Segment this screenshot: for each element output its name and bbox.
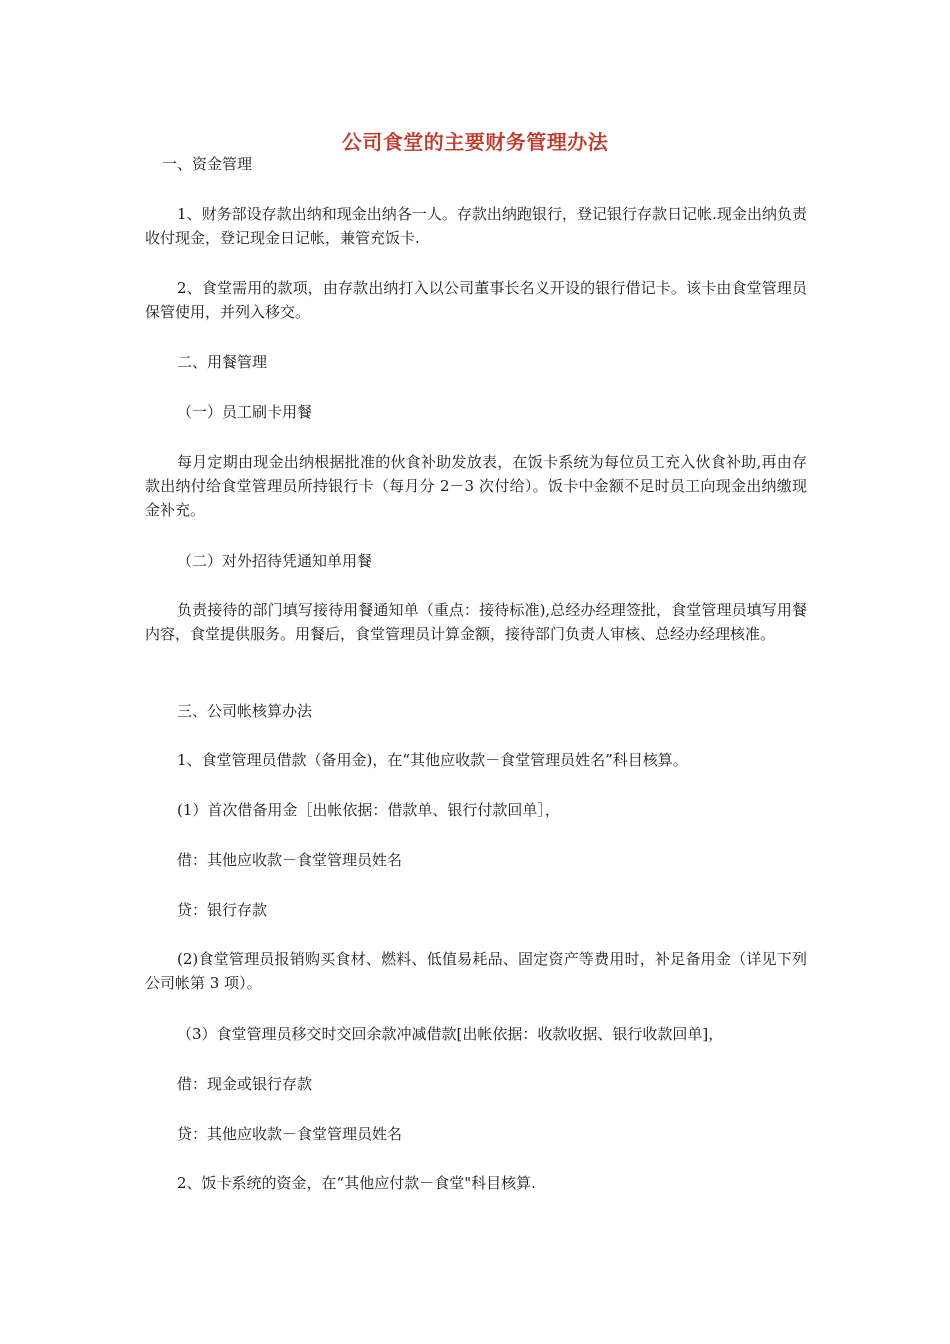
- paragraph-cashier-roles: 1、财务部设存款出纳和现金出纳各一人。存款出纳跑银行，登记银行存款日记帐.现金出纳负责收付现金，登记现金日记帐，兼管充饭卡.: [145, 205, 807, 247]
- paragraph-first-advance: (1）首次借备用金［出帐依据：借款单、银行付款回单］，: [177, 801, 560, 819]
- subheading-card-dining: （一）员工刷卡用餐: [177, 403, 313, 421]
- entry-credit-receivable: 贷：其他应收款－食堂管理员姓名: [177, 1125, 403, 1143]
- paragraph-reception-process: 负责接待的部门填写接待用餐通知单（重点：接待标准),总经办经理签批，食堂管理员填写用餐内容，食堂提供服务。用餐后，食堂管理员计算金额，接待部门负责人审核、总经办经理核准。: [145, 601, 807, 643]
- paragraph-bank-card: 2、食堂需用的款项，由存款出纳打入以公司董事长名义开设的银行借记卡。该卡由食堂管理员保管使用，并列入移交。: [145, 279, 807, 321]
- paragraph-meal-card-funds: 2、饭卡系统的资金，在“其他应付款－食堂"科目核算.: [177, 1174, 536, 1192]
- paragraph-meal-subsidy: 每月定期由现金出纳根据批准的伙食补助发放表，在饭卡系统为每位员工充入伙食补助,再由存款出纳付给食堂管理员所持银行卡（每月分 2－3 次付给）。饭卡中金额不足时员工向现金出纳缴现金补充。: [145, 453, 807, 519]
- entry-debit-receivable: 借：其他应收款－食堂管理员姓名: [177, 851, 403, 869]
- section-heading-funds: 一、资金管理: [162, 155, 253, 173]
- subheading-reception-dining: （二）对外招待凭通知单用餐: [177, 552, 373, 570]
- entry-debit-cash: 借：现金或银行存款: [177, 1075, 313, 1093]
- paragraph-reimbursement: (2)食堂管理员报销购买食材、燃料、低值易耗品、固定资产等费用时，补足备用金（详见下列公司帐第 3 项）。: [145, 950, 807, 992]
- section-heading-accounting: 三、公司帐核算办法: [177, 702, 313, 720]
- section-heading-dining: 二、用餐管理: [177, 353, 268, 371]
- entry-credit-bank: 贷：银行存款: [177, 901, 268, 919]
- paragraph-petty-cash: 1、食堂管理员借款（备用金)，在“其他应收款－食堂管理员姓名”科目核算。: [177, 751, 688, 769]
- document-title: 公司食堂的主要财务管理办法: [341, 130, 609, 154]
- paragraph-handover-refund: （3）食堂管理员移交时交回余款冲减借款[出帐依据：收款收据、银行收款回单]，: [177, 1025, 724, 1043]
